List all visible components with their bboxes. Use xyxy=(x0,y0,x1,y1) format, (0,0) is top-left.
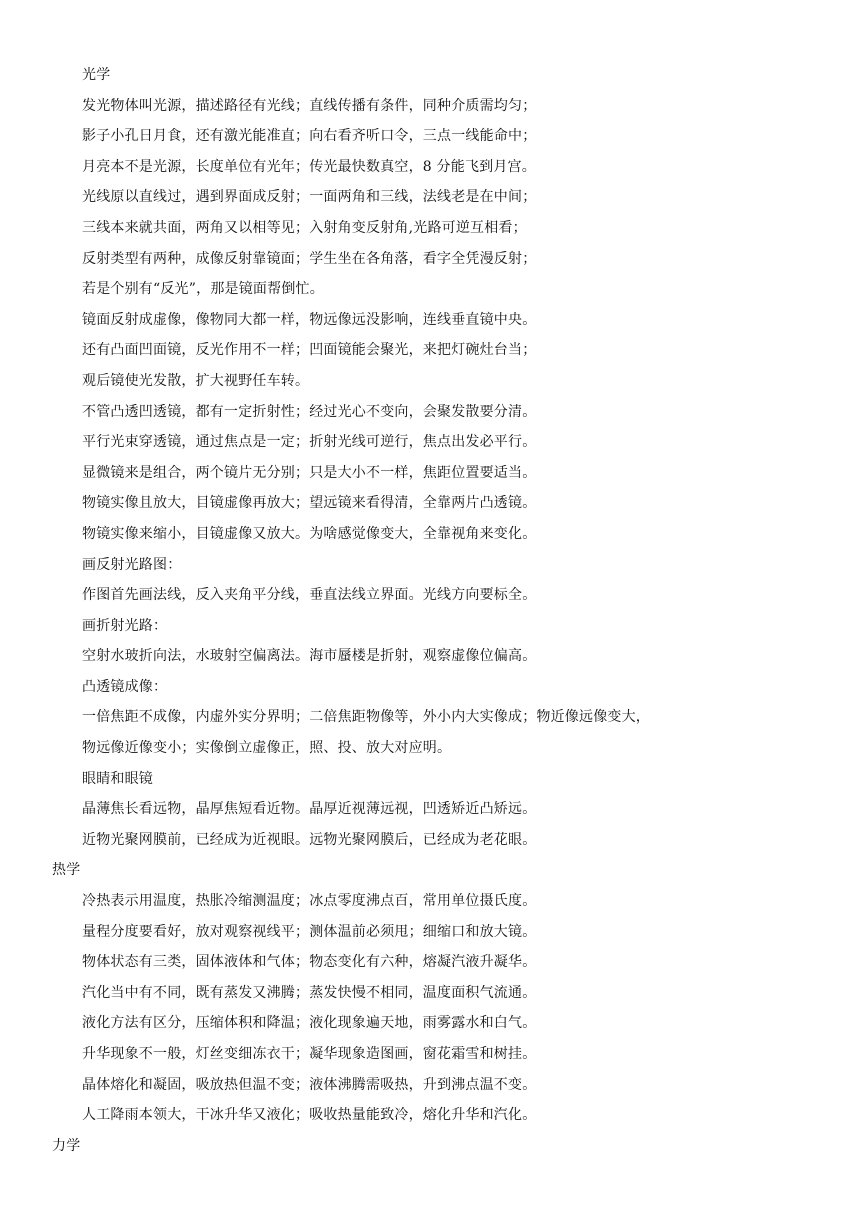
text-line: 不管凸透凹透镜，都有一定折射性；经过光心不变向，会聚发散要分清。 xyxy=(82,403,537,420)
text-line: 量程分度要看好，放对观察视线平；测体温前必须甩；细缩口和放大镜。 xyxy=(82,923,537,940)
text-line: 影子小孔日月食，还有激光能准直；向右看齐听口令，三点一线能命中； xyxy=(82,128,537,145)
text-line: 晶体熔化和凝固，吸放热但温不变；液体沸腾需吸热，升到沸点温不变。 xyxy=(82,1076,537,1093)
text-line: 液化方法有区分，压缩体积和降温；液化现象遍天地，雨雾露水和白气。 xyxy=(82,1015,537,1032)
section-heading: 热学 xyxy=(52,862,81,879)
section-heading: 力学 xyxy=(52,1137,81,1154)
text-line: 冷热表示用温度，热胀冷缩测温度；冰点零度沸点百，常用单位摄氏度。 xyxy=(82,893,537,910)
text-line: 近物光聚网膜前，已经成为近视眼。远物光聚网膜后，已经成为老花眼。 xyxy=(82,831,537,848)
text-line: 物镜实像来缩小，目镜虚像又放大。为啥感觉像变大，全靠视角来变化。 xyxy=(82,525,537,542)
text-line: 月亮本不是光源，长度单位有光年；传光最快数真空，8 分能飞到月宫。 xyxy=(82,158,536,175)
text-line: 画折射光路： xyxy=(82,617,168,634)
text-line: 还有凸面凹面镜，反光作用不一样；凹面镜能会聚光，来把灯碗灶台当； xyxy=(82,342,537,359)
text-line: 若是个别有“反光”，那是镜面帮倒忙。 xyxy=(82,281,324,298)
text-line: 光学 xyxy=(82,67,111,83)
text-line: 反射类型有两种，成像反射靠镜面；学生坐在各角落，看字全凭漫反射； xyxy=(82,250,537,267)
text-line: 眼睛和眼镜 xyxy=(82,770,153,787)
document-body xyxy=(0,60,860,1161)
text-line: 物体状态有三类，固体液体和气体；物态变化有六种，熔凝汽液升凝华。 xyxy=(82,954,537,971)
text-line: 镜面反射成虚像，像物同大都一样，物远像远没影响，连线垂直镜中央。 xyxy=(82,311,537,328)
text-line: 物远像近像变小；实像倒立虚像正，照、投、放大对应明。 xyxy=(82,740,452,757)
text-line: 晶薄焦长看远物，晶厚焦短看近物。晶厚近视薄远视，凹透矫近凸矫远。 xyxy=(82,801,537,818)
text-line: 物镜实像且放大，目镜虚像再放大；望远镜来看得清，全靠两片凸透镜。 xyxy=(82,495,537,512)
text-line: 观后镜使光发散，扩大视野任车转。 xyxy=(82,372,310,389)
text-line: 三线本来就共面，两角又以相等见；入射角变反射角,光路可逆互相看； xyxy=(82,219,527,236)
text-line: 光线原以直线过，遇到界面成反射；一面两角和三线，法线老是在中间； xyxy=(82,189,537,206)
text-line: 汽化当中有不同，既有蒸发又沸腾；蒸发快慢不相同，温度面积气流通。 xyxy=(82,984,537,1001)
text-line: 一倍焦距不成像，内虚外实分界明；二倍焦距物像等，外小内大实像成；物近像远像变大， xyxy=(82,709,650,726)
text-line: 平行光束穿透镜，通过焦点是一定；折射光线可逆行，焦点出发必平行。 xyxy=(82,434,537,451)
text-line: 凸透镜成像： xyxy=(82,678,168,695)
text-line: 人工降雨本领大，干冰升华又液化；吸收热量能致冷，熔化升华和汽化。 xyxy=(82,1107,537,1124)
text-line: 作图首先画法线，反入夹角平分线，垂直法线立界面。光线方向要标全。 xyxy=(82,587,537,604)
text-line: 发光物体叫光源，描述路径有光线；直线传播有条件，同种介质需均匀； xyxy=(82,97,537,114)
text-line: 画反射光路图： xyxy=(82,556,182,573)
text-line: 升华现象不一般，灯丝变细冻衣干；凝华现象造图画，窗花霜雪和树挂。 xyxy=(82,1046,537,1062)
text-line: 显微镜来是组合，两个镜片无分别；只是大小不一样，焦距位置要适当。 xyxy=(82,464,537,481)
text-line: 空射水玻折向法，水玻射空偏离法。海市蜃楼是折射，观察虚像位偏高。 xyxy=(82,648,537,665)
